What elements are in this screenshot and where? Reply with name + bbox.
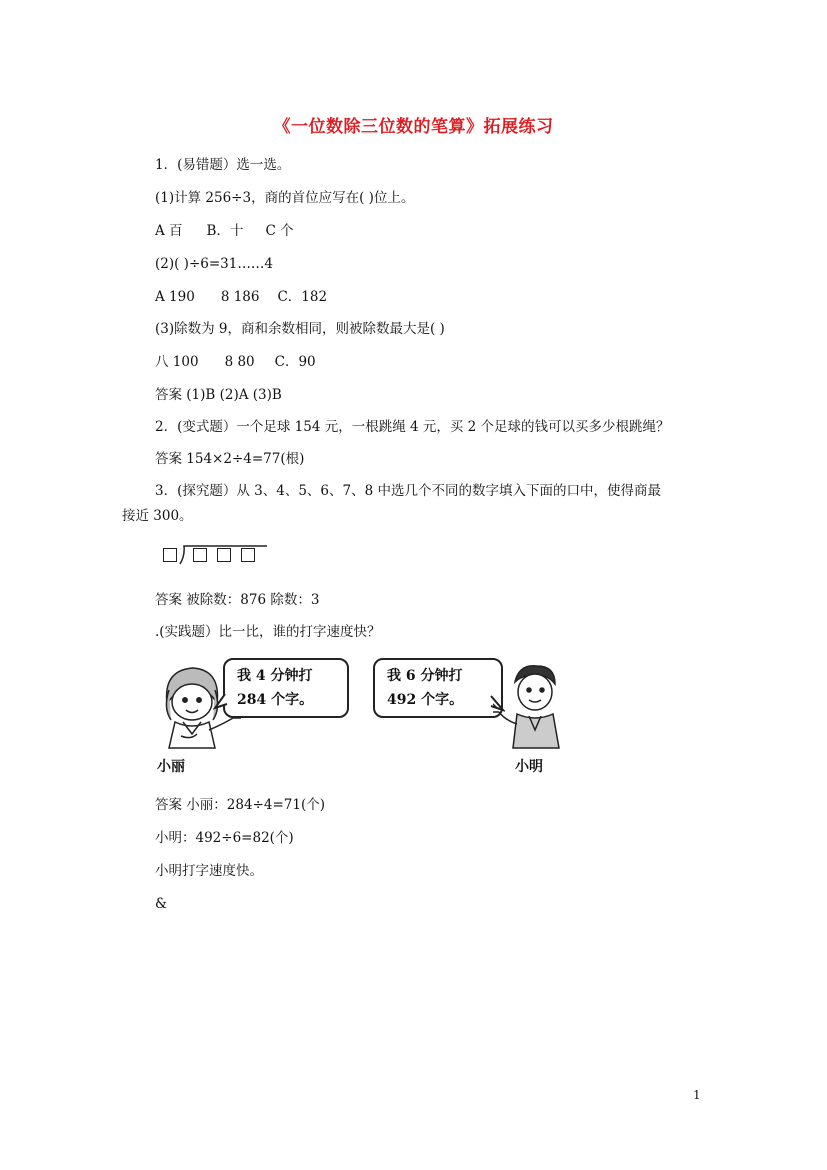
q1-part1-options [155,222,294,240]
q4-answer-2: 小明：492÷6=82(个) [155,830,294,846]
q2-answer: 答案 154×2÷4=77(根) [155,451,305,467]
q1-part3-options [155,353,316,371]
option-b: 8 80 [224,354,255,370]
speech-bubble-left [223,658,349,718]
bubble-tail-left [213,692,229,712]
q1-heading: 1．(易错题）选一选。 [155,157,291,173]
q1-part1: (1)计算 256÷3，商的首位应写在( )位上。 [155,190,415,206]
q4-text: .(实践题）比一比，谁的打字速度快？ [155,624,381,640]
speech-bubble-right [373,658,503,718]
boy-figure-icon [493,660,575,750]
option-c: C．90 [274,354,316,370]
dividend-box-3 [241,548,255,562]
name-left-label: 小丽 [157,759,185,775]
typing-illustration [153,656,575,780]
q4-answer-1: 答案 小丽：284÷4=71(个) [155,797,325,813]
q4-answer-3: 小明打字速度快。 [155,863,263,879]
bubble-right-line1: 我 6 分钟打 [387,668,463,684]
bubble-left-line2: 284 个字。 [237,692,314,708]
q3-text: 3．(探究题）从 3、4、5、6、7、8 中选几个不同的数字填入下面的口中，使得商最接近 300。 [122,483,661,524]
dividend-box-1 [193,548,207,562]
option-a: A 190 [155,289,195,305]
option-a: 八 100 [155,354,199,370]
q1-part3: (3)除数为 9，商和余数相同，则被除数最大是( ) [155,321,445,337]
q3-answer: 答案 被除数：876 除数：3 [155,592,320,608]
bubble-left-line1: 我 4 分钟打 [237,668,313,684]
divisor-box [163,548,177,562]
document-title: 《一位数除三位数的笔算》拓展练习 [273,117,554,137]
name-right-label: 小明 [515,759,543,775]
option-c: C．182 [277,289,328,305]
q1-part2: (2)( )÷6=31……4 [155,256,273,272]
stray-mark: & [155,896,168,912]
division-boxes [163,544,263,568]
option-a: A 百 [155,223,183,239]
dividend-box-2 [217,548,231,562]
q2-text: 2．(变式题）一个足球 154 元，一根跳绳 4 元，买 2 个足球的钱可以买多少根跳绳？ [155,419,670,435]
q1-part2-options [155,288,327,306]
option-c: C 个 [265,223,294,239]
option-b: 8 186 [220,289,260,305]
q1-answer: 答案 (1)B (2)A (3)B [155,387,282,403]
option-b: B．十 [206,223,244,239]
bubble-right-line2: 492 个字。 [387,692,464,708]
page-number: 1 [693,1088,701,1102]
